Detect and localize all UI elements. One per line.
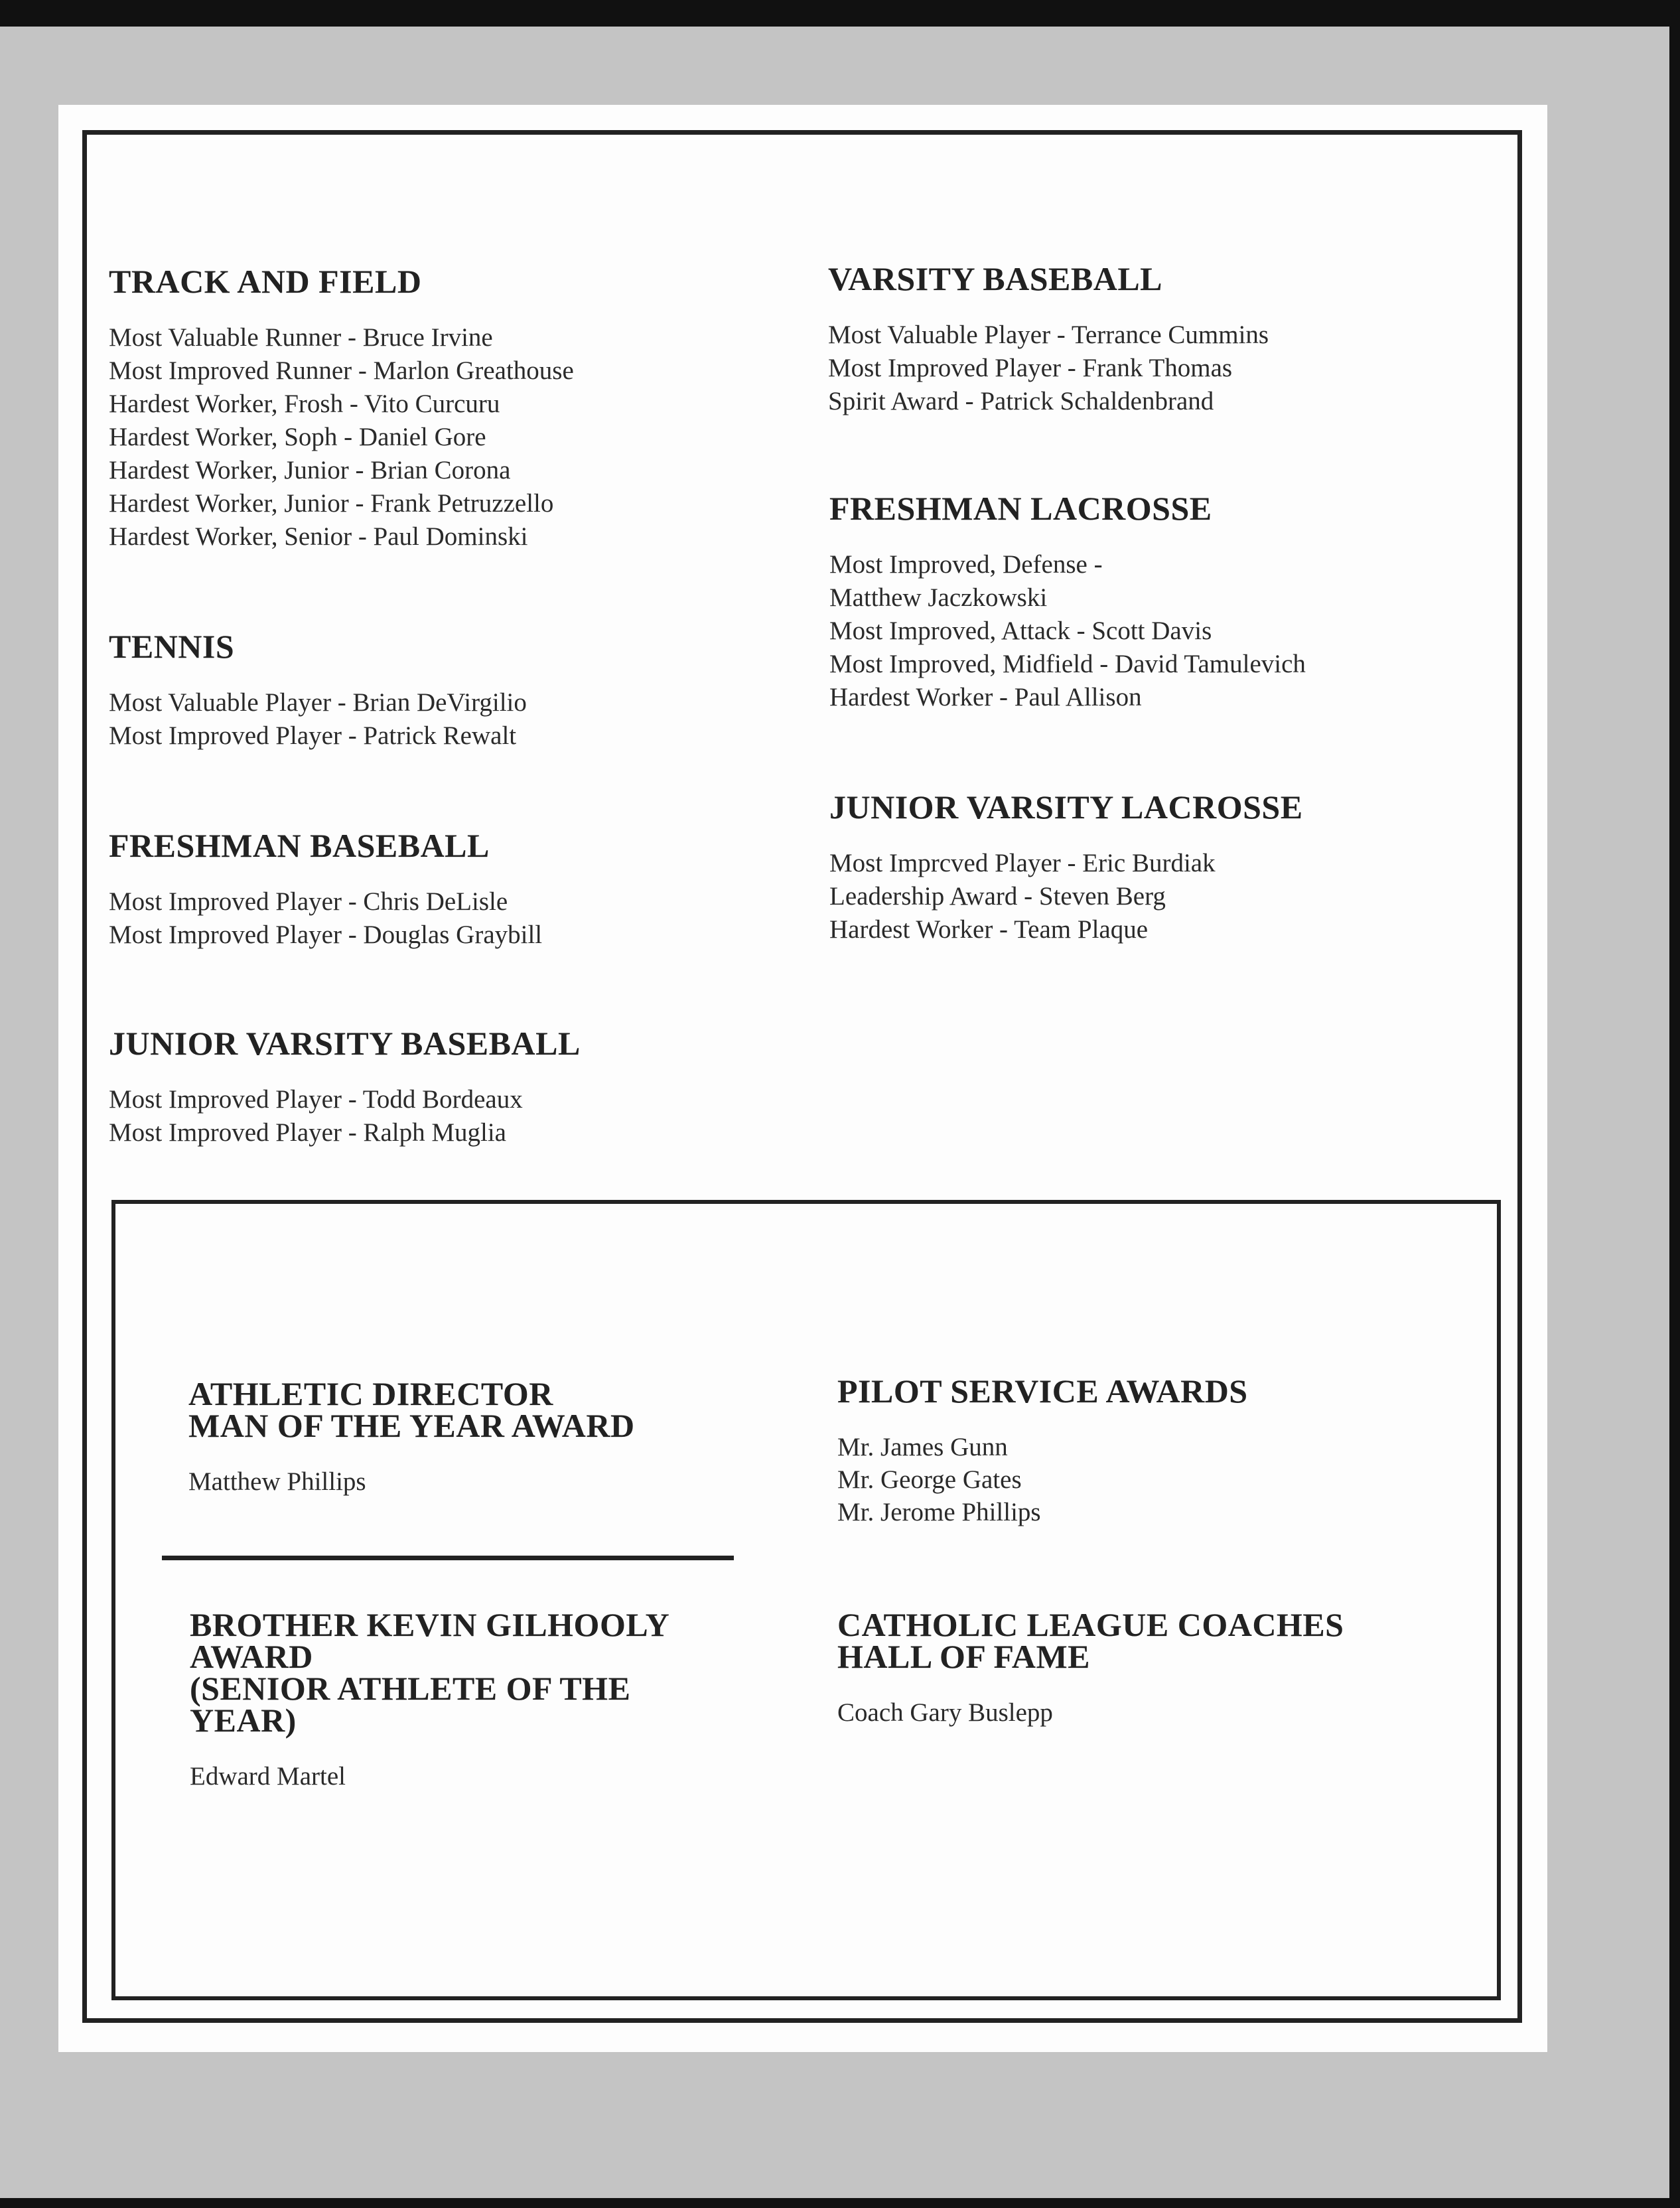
- award-line: Hardest Worker, Frosh - Vito Curcuru: [109, 390, 500, 418]
- award-line: Mr. George Gates: [837, 1465, 1022, 1494]
- award-line: Most Valuable Player - Brian DeVirgilio: [109, 688, 527, 717]
- section-heading: PILOT SERVICE AWARDS: [837, 1372, 1248, 1410]
- section-heading: CATHOLIC LEAGUE COACHES HALL OF FAME: [837, 1606, 1344, 1675]
- section-heading: FRESHMAN LACROSSE: [829, 490, 1212, 527]
- section-junior-varsity-lacrosse: [829, 788, 1303, 946]
- special-awards-frame: [111, 1200, 1501, 2000]
- award-line: Most Improved Player - Frank Thomas: [828, 354, 1233, 382]
- award-line: Matthew Phillips: [188, 1467, 366, 1496]
- award-line: Most Improved Runner - Marlon Greathouse: [109, 356, 574, 385]
- section-junior-varsity-baseball: [109, 1027, 581, 1149]
- award-line: Matthew Jaczkowski: [829, 583, 1048, 612]
- award-line: Coach Gary Buslepp: [837, 1698, 1053, 1727]
- award-line: Most Improved Player - Todd Bordeaux: [109, 1085, 523, 1114]
- section-heading: TRACK AND FIELD: [109, 263, 422, 300]
- award-line: Most Improved Player - Douglas Graybill: [109, 920, 543, 949]
- award-line: Most Improved, Midfield - David Tamulevich: [829, 650, 1306, 678]
- section-pilot-service-awards: [837, 1372, 1248, 1528]
- section-heading: TENNIS: [109, 628, 235, 665]
- section-heading: BROTHER KEVIN GILHOOLY AWARD (SENIOR ATHLETE OF THE YEAR): [190, 1606, 670, 1739]
- award-line: Most Improved, Defense -: [829, 550, 1103, 579]
- award-line: Spirit Award - Patrick Schaldenbrand: [828, 387, 1214, 415]
- section-track-and-field: [109, 265, 574, 553]
- section-freshman-lacrosse: [829, 492, 1306, 714]
- section-heading: VARSITY BASEBALL: [828, 260, 1163, 297]
- section-heading: ATHLETIC DIRECTOR MAN OF THE YEAR AWARD: [188, 1375, 635, 1444]
- section-gilhooly-award: [190, 1606, 670, 1793]
- scan-right-edge: [1669, 0, 1680, 2208]
- section-heading: FRESHMAN BASEBALL: [109, 827, 490, 864]
- award-line: Mr. Jerome Phillips: [837, 1498, 1041, 1526]
- award-line: Most Improved Player - Ralph Muglia: [109, 1118, 506, 1147]
- section-heading: JUNIOR VARSITY BASEBALL: [109, 1025, 581, 1062]
- section-tennis: [109, 630, 527, 753]
- section-divider: [162, 1556, 734, 1560]
- scan-top-edge: [0, 0, 1680, 27]
- award-line: Leadership Award - Steven Berg: [829, 882, 1166, 911]
- award-line: Hardest Worker - Paul Allison: [829, 683, 1142, 711]
- award-line: Most Valuable Runner - Bruce Irvine: [109, 323, 493, 352]
- award-line: Most Improved, Attack - Scott Davis: [829, 617, 1212, 645]
- award-line: Most Valuable Player - Terrance Cummins: [828, 321, 1269, 349]
- award-line: Most Improved Player - Patrick Rewalt: [109, 721, 517, 750]
- section-varsity-baseball: [828, 260, 1269, 418]
- award-line: Most Imprcved Player - Eric Burdiak: [829, 849, 1216, 877]
- section-freshman-baseball: [109, 827, 543, 952]
- award-line: Hardest Worker, Junior - Frank Petruzzello: [109, 489, 554, 518]
- section-catholic-league-hall-of-fame: [837, 1606, 1344, 1729]
- award-line: Mr. James Gunn: [837, 1433, 1008, 1461]
- award-line: Hardest Worker - Team Plaque: [829, 915, 1149, 944]
- scan-bottom-edge: [0, 2198, 1680, 2208]
- award-line: Edward Martel: [190, 1762, 346, 1791]
- award-line: Hardest Worker, Senior - Paul Dominski: [109, 522, 528, 551]
- award-line: Hardest Worker, Junior - Brian Corona: [109, 456, 511, 484]
- section-athletic-director-award: [188, 1375, 635, 1498]
- award-line: Most Improved Player - Chris DeLisle: [109, 887, 508, 916]
- award-line: Hardest Worker, Soph - Daniel Gore: [109, 423, 486, 451]
- section-heading: JUNIOR VARSITY LACROSSE: [829, 788, 1303, 826]
